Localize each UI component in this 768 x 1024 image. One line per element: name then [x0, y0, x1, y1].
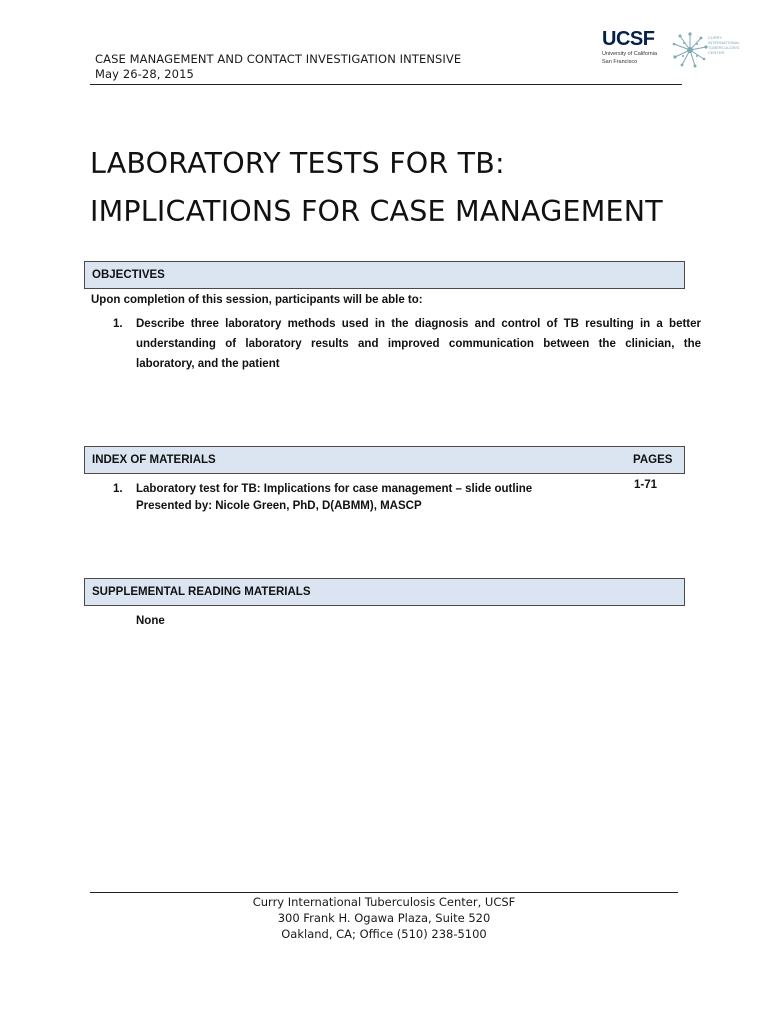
- objectives-intro: Upon completion of this session, participants will be able to:: [91, 294, 423, 306]
- supplemental-content: None: [136, 615, 165, 627]
- ucsf-logo-line2: San Francisco: [602, 58, 638, 65]
- curry-center-logo: [670, 30, 740, 70]
- header-divider: [90, 84, 682, 85]
- document-title: [90, 140, 663, 236]
- curry-logo-text: CURRY INTERNATIONAL TUBERCULOSIS CENTER: [708, 35, 740, 55]
- index-item-presenter: Presented by: Nicole Green, PhD, D(ABMM), MASCP: [136, 500, 422, 512]
- footer-org: Curry International Tuberculosis Center, UCSF: [252, 895, 516, 909]
- index-item-pages: 1-71: [634, 479, 658, 491]
- index-item-title: Laboratory test for TB: Implications for case management – slide outline: [136, 483, 533, 495]
- pages-heading: PAGES: [633, 454, 673, 466]
- index-heading: INDEX OF MATERIALS: [92, 454, 216, 466]
- course-title: CASE MANAGEMENT AND CONTACT INVESTIGATION INTENSIVE: [95, 52, 462, 66]
- ucsf-logo-line1: University of California: [602, 51, 658, 57]
- title-line-2: IMPLICATIONS FOR CASE MANAGEMENT: [90, 195, 663, 228]
- objective-number: 1.: [113, 318, 123, 330]
- supplemental-heading: SUPPLEMENTAL READING MATERIALS: [92, 586, 311, 598]
- ucsf-logo-mark: UCSF: [602, 28, 655, 50]
- document-header: [95, 52, 461, 82]
- supplemental-heading-bar: [84, 578, 685, 606]
- objective-item: [113, 314, 701, 374]
- curry-burst-icon: [670, 30, 710, 70]
- footer-address: 300 Frank H. Ogawa Plaza, Suite 520: [277, 911, 491, 925]
- index-heading-bar: [84, 446, 685, 474]
- objectives-heading-bar: [84, 261, 685, 289]
- document-footer: [90, 894, 678, 942]
- objective-text: Describe three laboratory methods used in the diagnosis and control of TB resulting in a better understanding of laboratory results and improved communication between the clinician, the laboratory, and the patient: [136, 318, 701, 370]
- title-line-1: LABORATORY TESTS FOR TB:: [90, 147, 505, 180]
- footer-contact: Oakland, CA; Office (510) 238-5100: [281, 927, 487, 941]
- footer-divider: [90, 892, 678, 893]
- index-item: [113, 481, 532, 515]
- index-item-number: 1.: [113, 483, 123, 495]
- course-dates: May 26-28, 2015: [95, 67, 194, 81]
- ucsf-logo: [602, 28, 662, 74]
- objectives-heading: OBJECTIVES: [92, 269, 165, 281]
